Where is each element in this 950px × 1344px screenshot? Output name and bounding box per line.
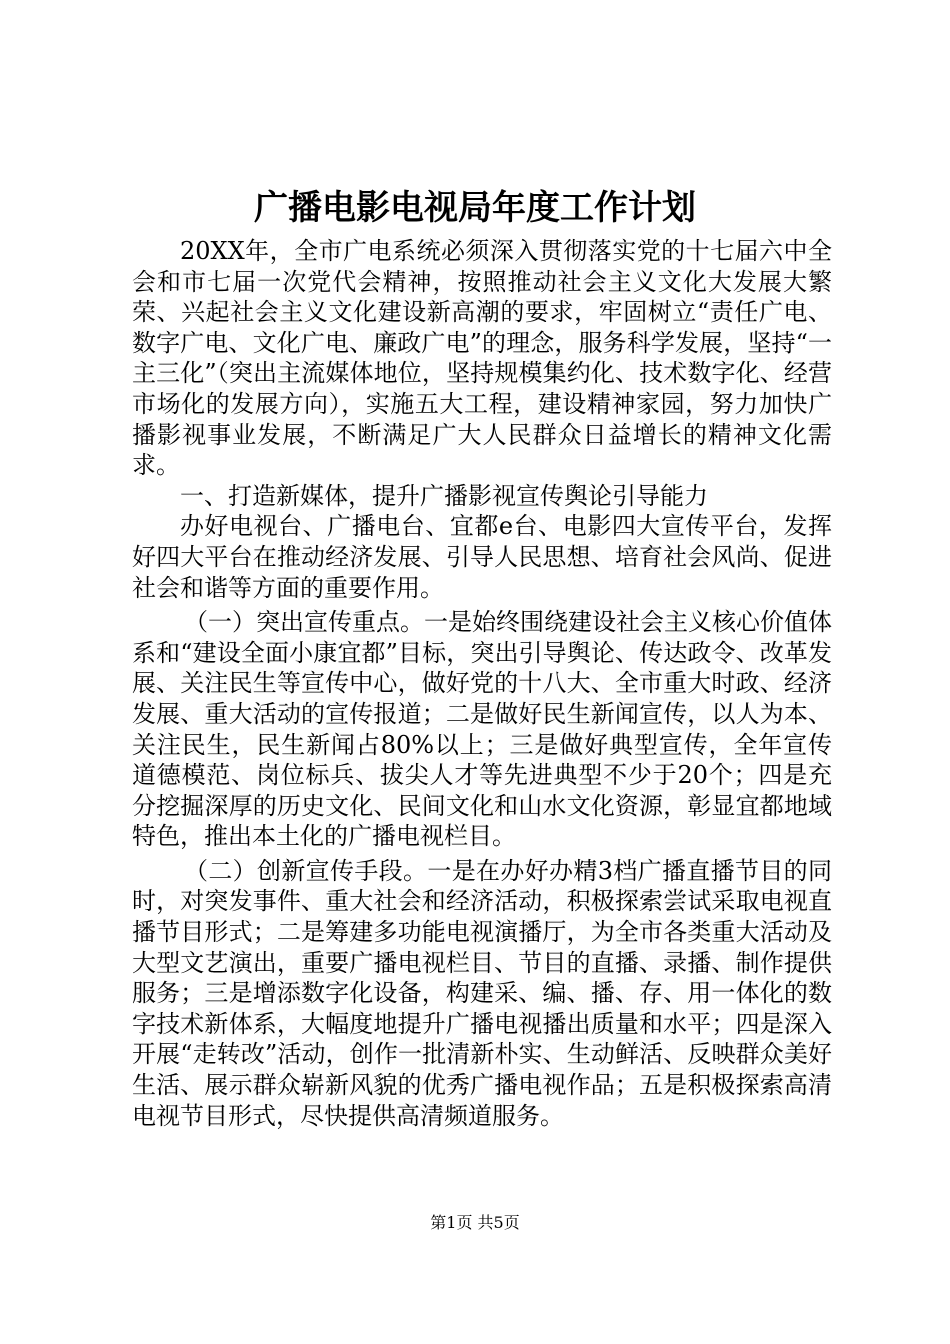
- section-heading: 一、打造新媒体，提升广播影视宣传舆论引导能力: [180, 481, 708, 510]
- paragraph-platforms: 办好电视台、广播电台、宜都e台、电影四大宣传平台，发挥好四大平台在推动经济发展、引导人民思想、培育社会风尚、促进社会和谐等方面的重要作用。: [132, 512, 832, 602]
- paragraph-intro: 20XX年，全市广电系统必须深入贯彻落实党的十七届六中全会和市七届一次党代会精神，按照推动社会主义文化大发展大繁荣、兴起社会主义文化建设新高潮的要求，牢固树立“责任广电、数字广电、文化广电、廉政广电”的理念，服务科学发展，坚持“一主三化”（突出主流媒体地位，坚持规模集约化、技术数字化、经营市场化的发展方向），实施五大工程，建设精神家园，努力加快广播影视事业发展，不断满足广大人民群众日益增长的精神文化需求。: [132, 237, 832, 480]
- document-body: [132, 236, 832, 1131]
- paragraph-subsection-1: （一）突出宣传重点。一是始终围绕建设社会主义核心价值体系和“建设全面小康宜都”目标，突出引导舆论、传达政令、改革发展、关注民生等宣传中心，做好党的十八大、全市重大时政、经济发展、重大活动的宣传报道；二是做好民生新闻宣传，以人为本、关注民生，民生新闻占80%以上；三是做好典型宣传，全年宣传道德模范、岗位标兵、拔尖人才等先进典型不少于20个；四是充分挖掘深厚的历史文化、民间文化和山水文化资源，彰显宜都地域特色，推出本土化的广播电视栏目。: [132, 608, 832, 851]
- page-footer: 第1页 共5页: [430, 1213, 520, 1232]
- paragraph-subsection-2: （二）创新宣传手段。一是在办好办精3档广播直播节目的同时，对突发事件、重大社会和经济活动，积极探索尝试采取电视直播节目形式；二是筹建多功能电视演播厅，为全市各类重大活动及大型文艺演出，重要广播电视栏目、节目的直播、录播、制作提供服务；三是增添数字化设备，构建采、编、播、存、用一体化的数字技术新体系，大幅度地提升广播电视播出质量和水平；四是深入开展“走转改”活动，创作一批清新朴实、生动鲜活、反映群众美好生活、展示群众崭新风貌的优秀广播电视作品；五是积极探索高清电视节目形式，尽快提供高清频道服务。: [132, 856, 832, 1130]
- document-title: 广播电影电视局年度工作计划: [254, 188, 696, 228]
